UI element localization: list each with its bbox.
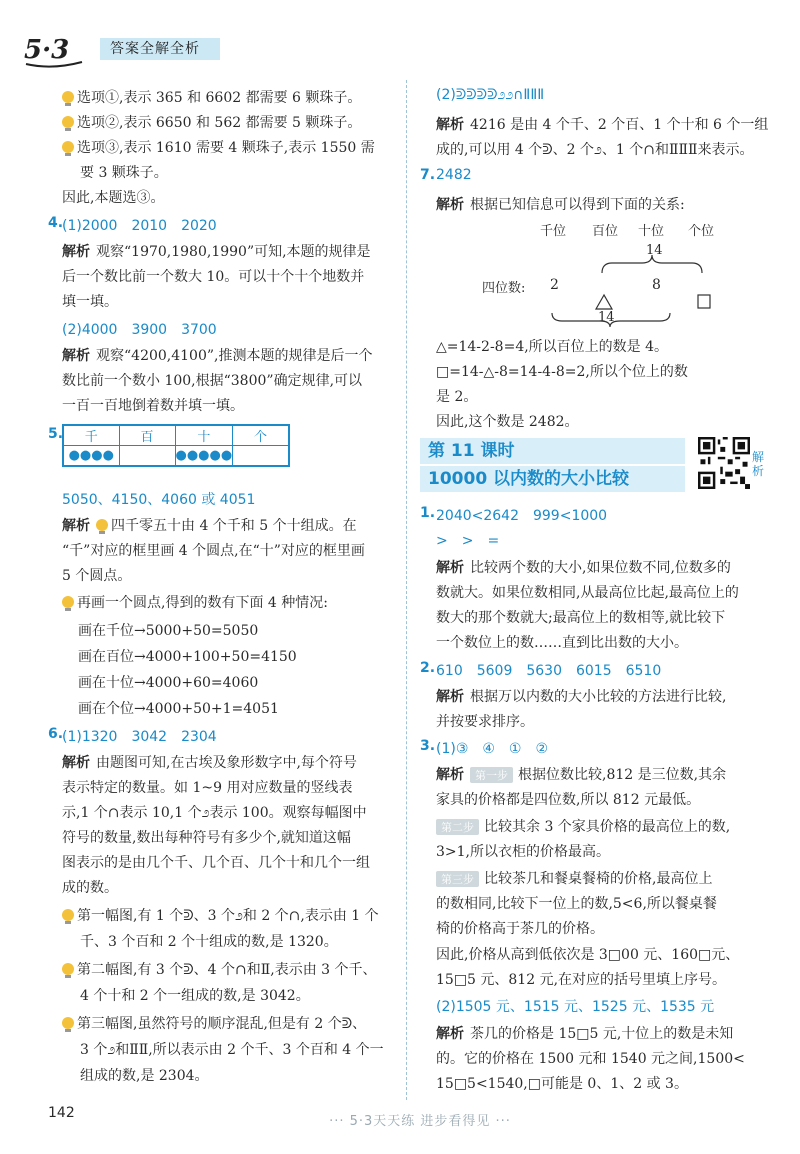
bulb-icon xyxy=(62,963,74,975)
text: 因此,价格从高到低依次是 3□00 元、160□元、 xyxy=(436,947,740,963)
bulb-icon xyxy=(62,91,74,103)
analysis-line xyxy=(436,114,768,134)
analysis-label: 解析 xyxy=(62,244,90,260)
analysis-label: 解析 xyxy=(436,197,464,213)
text: 根据万以内数的大小比较的方法进行比较, xyxy=(470,689,727,705)
answer: 2482 xyxy=(436,167,472,183)
text: 观察“4200,4100”,推测本题的规律是后一个 xyxy=(96,348,373,364)
answer: (1)2000 2010 2020 xyxy=(62,218,217,234)
text: 一个数位上的数……直到比出数的大小。 xyxy=(436,635,688,651)
text: 根据已知信息可以得到下面的关系: xyxy=(470,197,685,213)
analysis-line xyxy=(436,686,726,706)
analysis-label: 解析 xyxy=(62,755,90,771)
footer-slogan: ··· 5·3天天练 进步看得见 ··· xyxy=(329,1114,511,1129)
analysis-label: 解析 xyxy=(62,348,90,364)
text: 比较茶几和餐桌餐椅的价格,最高位上 xyxy=(484,871,713,887)
text: 是 2。 xyxy=(436,389,478,405)
svg-text:5·3: 5·3 xyxy=(24,35,70,65)
answer: > > = xyxy=(436,533,500,549)
place-label: 个位 xyxy=(688,224,715,239)
text: 选项②,表示 6650 和 562 都需要 5 颗珠子。 xyxy=(77,115,362,131)
place-label: 千位 xyxy=(540,224,567,239)
step-badge: 第一步 xyxy=(470,767,513,783)
text: 填一填。 xyxy=(62,294,118,310)
bottom-sum: 14 xyxy=(598,310,615,325)
text: 选项③,表示 1610 需要 4 颗珠子,表示 1550 需 xyxy=(77,140,375,156)
table-cell: ●●●●● xyxy=(175,446,233,466)
page-number: 142 xyxy=(48,1105,75,1121)
text: 因此,本题选③。 xyxy=(62,190,165,206)
qr-code-icon[interactable] xyxy=(698,437,750,489)
text: 3 个೨和ⅡⅡ,所以表示由 2 个千、3 个百和 4 个一 xyxy=(80,1042,384,1058)
text: 因此,这个数是 2482。 xyxy=(436,414,579,430)
text: 第二幅图,有 3 个ᕲ、4 个∩和Ⅱ,表示由 3 个千、 xyxy=(77,962,377,978)
step-line xyxy=(436,868,712,888)
case-line: 画在十位→4000+60=4060 xyxy=(78,675,259,691)
option-line xyxy=(62,87,361,107)
analysis-label: 解析 xyxy=(436,689,464,705)
column-divider xyxy=(406,80,407,1100)
digit-thousands: 2 xyxy=(550,277,559,293)
analysis-line xyxy=(436,557,731,577)
text: 组成的数,是 2304。 xyxy=(80,1068,209,1084)
text: 图表示的是由几个千、几个百、几个十和几个一组 xyxy=(62,855,370,871)
analysis-line xyxy=(62,241,371,261)
bulb-icon xyxy=(96,519,108,531)
table-cell xyxy=(119,446,175,466)
text-line xyxy=(62,592,328,612)
top-sum: 14 xyxy=(646,243,663,258)
answer: (1)③ ④ ① ② xyxy=(436,741,549,757)
answer: 2040<2642 999<1000 xyxy=(436,508,608,524)
place-label: 十位 xyxy=(638,224,665,239)
question-number: 6. xyxy=(48,726,64,742)
table-header: 百 xyxy=(119,425,175,446)
text: 家具的价格都是四位数,所以 812 元最低。 xyxy=(436,792,701,808)
qr-label: 解析 xyxy=(752,450,765,478)
text: 茶几的价格是 15□5 元,十位上的数是未知 xyxy=(470,1026,734,1042)
text: 选项①,表示 365 和 6602 都需要 6 颗珠子。 xyxy=(77,90,362,106)
question-number: 3. xyxy=(420,738,436,754)
analysis-line xyxy=(62,515,357,535)
table-cell: ●●●● xyxy=(63,446,119,466)
place-label: 百位 xyxy=(592,224,619,239)
text: 椅的价格高于茶几的价格。 xyxy=(436,921,604,937)
analysis-label: 解析 xyxy=(436,1026,464,1042)
text: 的。它的价格在 1500 元和 1540 元之间,1500< xyxy=(436,1051,745,1067)
question-number: 1. xyxy=(420,505,436,521)
square-blank xyxy=(698,295,710,308)
brand-logo xyxy=(22,28,92,72)
lesson-title: 第 11 课时 xyxy=(420,438,685,464)
text: 成的,可以用 4 个ᕲ、2 个೨、1 个∩和ⅡⅡⅡ来表示。 xyxy=(436,142,754,158)
text: 15□5<1540,□可能是 0、1、2 或 3。 xyxy=(436,1076,688,1092)
analysis-line xyxy=(436,1023,733,1043)
text: 后一个数比前一个数大 10。可以十个十个地数并 xyxy=(62,269,365,285)
step-line xyxy=(436,816,730,836)
case-line: 画在百位→4000+100+50=4150 xyxy=(78,649,297,665)
top-brace xyxy=(602,255,702,273)
analysis-line xyxy=(436,764,726,784)
answer: (2)4000 3900 3700 xyxy=(62,322,217,338)
text: 符号的数量,数出每种符号有多少个,就知道这幅 xyxy=(62,830,351,846)
table-header: 十 xyxy=(175,425,233,446)
text: 比较两个数的大小,如果位数不同,位数多的 xyxy=(470,560,731,576)
answer: (1)1320 3042 2304 xyxy=(62,729,217,745)
analysis-line xyxy=(62,345,372,365)
text: 15□5 元、812 元,在对应的括号里填上序号。 xyxy=(436,972,727,988)
answer: 610 5609 5630 6015 6510 xyxy=(436,663,662,679)
answer: 5050、4150、4060 或 4051 xyxy=(62,492,256,508)
text: 示,1 个∩表示 10,1 个೨表示 100。观察每幅图中 xyxy=(62,805,367,821)
text: 表示特定的数量。如 1~9 用对应数量的竖线表 xyxy=(62,780,353,796)
text: 要 3 颗珠子。 xyxy=(80,165,168,181)
text: 观察“1970,1980,1990”可知,本题的规律是 xyxy=(96,244,371,260)
text-line xyxy=(62,1013,366,1033)
table-header: 个 xyxy=(233,425,289,446)
table-cell xyxy=(233,446,289,466)
answer: (2)ᕲᕲᕲᕲ೨೨∩ⅡⅡⅡ xyxy=(436,87,545,103)
analysis-label: 解析 xyxy=(62,518,90,534)
text: 并按要求排序。 xyxy=(436,714,534,730)
text: 4 个十和 2 个一组成的数,是 3042。 xyxy=(80,988,310,1004)
analysis-line xyxy=(62,752,357,772)
text: 一百一百地倒着数并填一填。 xyxy=(62,398,244,414)
text: 数就大。如果位数相同,从最高位比起,最高位上的 xyxy=(436,585,739,601)
answer: (2)1505 元、1515 元、1525 元、1535 元 xyxy=(436,999,715,1015)
question-number: 7. xyxy=(420,167,436,183)
text-line xyxy=(62,959,377,979)
bulb-icon xyxy=(62,909,74,921)
analysis-label: 解析 xyxy=(436,767,464,783)
question-number: 4. xyxy=(48,215,64,231)
analysis-line xyxy=(436,194,685,214)
text: 由题图可知,在古埃及象形数字中,每个符号 xyxy=(96,755,357,771)
case-line: 画在千位→5000+50=5050 xyxy=(78,623,259,639)
text: 数比前一个数小 100,根据“3800”确定规律,可以 xyxy=(62,373,363,389)
analysis-label: 解析 xyxy=(436,560,464,576)
text: 再画一个圆点,得到的数有下面 4 种情况: xyxy=(77,595,328,611)
step-badge: 第三步 xyxy=(436,871,479,887)
option-line xyxy=(62,112,361,132)
text: 比较其余 3 个家具价格的最高位上的数, xyxy=(484,819,731,835)
row-label: 四位数: xyxy=(482,281,526,296)
bulb-icon xyxy=(62,1017,74,1029)
text: 3>1,所以衣柜的价格最高。 xyxy=(436,844,610,860)
text: “千”对应的框里画 4 个圆点,在“十”对应的框里画 xyxy=(62,543,365,559)
text-line xyxy=(62,905,379,925)
lesson-subtitle: 10000 以内数的大小比较 xyxy=(420,466,685,492)
bulb-icon xyxy=(62,116,74,128)
digit-tens: 8 xyxy=(652,277,661,293)
option-line xyxy=(62,137,375,157)
text: △=14-2-8=4,所以百位上的数是 4。 xyxy=(436,339,669,355)
text: 4216 是由 4 个千、2 个百、1 个十和 6 个一组 xyxy=(470,117,769,133)
text: 四千零五十由 4 个千和 5 个十组成。在 xyxy=(111,518,357,534)
text: 成的数。 xyxy=(62,880,118,896)
text: 数大的那个数就大;最高位上的数相等,就比较下 xyxy=(436,610,726,626)
table-header: 千 xyxy=(63,425,119,446)
triangle-blank xyxy=(596,295,612,309)
place-value-table xyxy=(62,424,290,467)
header-title: 答案全解全析 xyxy=(100,38,220,60)
bulb-icon xyxy=(62,141,74,153)
text: 根据位数比较,812 是三位数,其余 xyxy=(518,767,727,783)
text: □=14-△-8=14-4-8=2,所以个位上的数 xyxy=(436,364,688,380)
text: 第三幅图,虽然符号的顺序混乱,但是有 2 个ᕲ、 xyxy=(77,1016,367,1032)
question-number: 5. xyxy=(48,426,64,442)
text: 千、3 个百和 2 个十组成的数,是 1320。 xyxy=(80,934,338,950)
step-badge: 第二步 xyxy=(436,819,479,835)
analysis-label: 解析 xyxy=(436,117,464,133)
case-line: 画在个位→4000+50+1=4051 xyxy=(78,701,279,717)
text: 第一幅图,有 1 个ᕲ、3 个೨和 2 个∩,表示由 1 个 xyxy=(77,908,379,924)
braces-svg xyxy=(540,255,720,327)
text: 5 个圆点。 xyxy=(62,568,132,584)
text: 的数相同,比较下一位上的数,5<6,所以餐桌餐 xyxy=(436,896,717,912)
bulb-icon xyxy=(62,596,74,608)
question-number: 2. xyxy=(420,660,436,676)
